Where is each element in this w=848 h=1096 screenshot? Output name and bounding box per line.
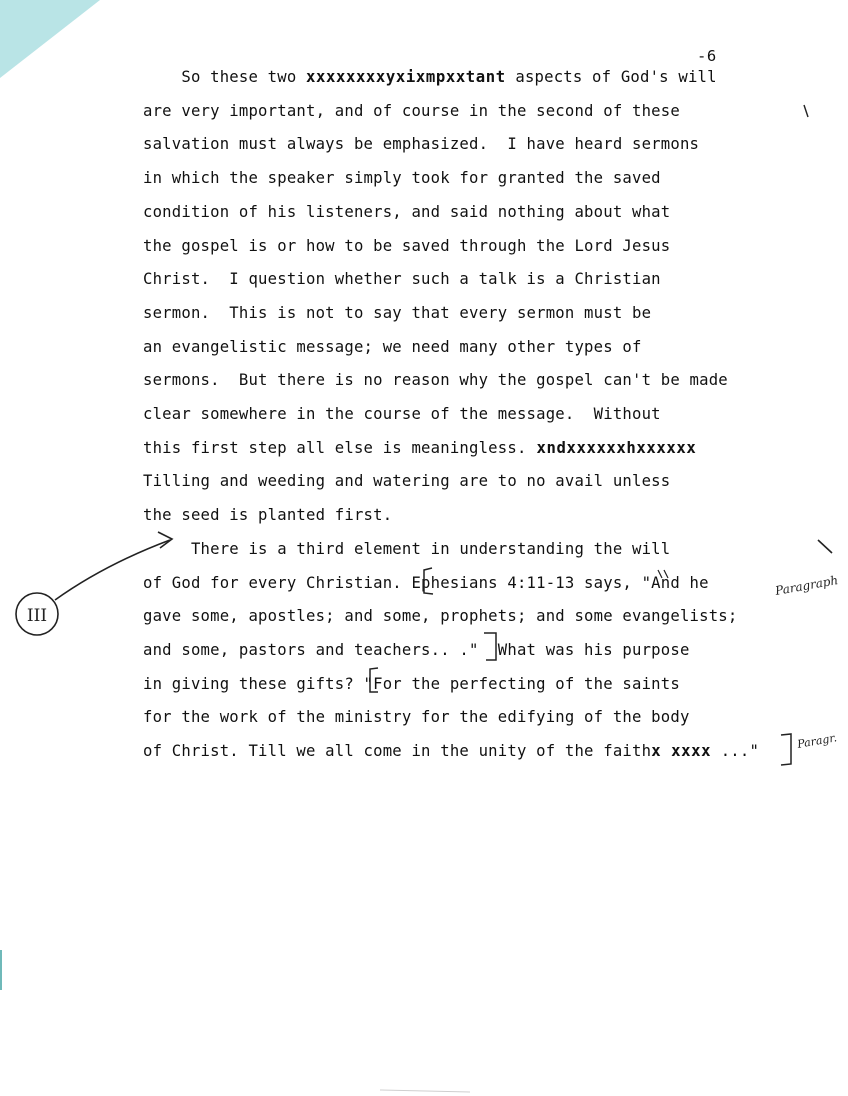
text-line-content: in giving these gifts? "For the perfecting of the saints	[143, 674, 680, 693]
arrow-head-icon	[158, 532, 172, 548]
text-line-content: gave some, apostles; and some, prophets; and some evangelists;	[143, 607, 738, 626]
text-line-content: So these two	[143, 68, 306, 86]
margin-note-paragraph: Paragraph	[774, 573, 840, 598]
text-line-content: clear somewhere in the course of the message. Without	[143, 405, 661, 423]
open-bracket-mark	[424, 568, 433, 594]
open-bracket-mark	[370, 668, 378, 692]
circled-numeral-label: III	[26, 606, 48, 626]
text-line-content: the seed is planted first.	[143, 506, 393, 525]
scan-artifact	[380, 1090, 470, 1092]
text-line-content: the gospel is or how to be saved through the Lord Jesus	[143, 236, 671, 255]
typed-over-text: xxxxxxxxyxixmpxxtant	[306, 68, 506, 86]
text-line-content: salvation must always be emphasized. I have heard sermons	[143, 135, 700, 154]
margin-tick-mark	[818, 540, 832, 553]
text-line-content: and some, pastors and teachers.. ." What was his purpose	[143, 640, 690, 659]
text-line-continuation: aspects of God's will	[505, 68, 717, 86]
margin-tick-mark	[804, 105, 808, 117]
text-line-content: of God for every Christian. Ephesians 4:11-13 says, "And he	[143, 573, 709, 592]
text-line-content: in which the speaker simply took for granted the saved	[143, 169, 661, 188]
text-line-content: sermons. But there is no reason why the gospel can't be made	[143, 371, 728, 390]
text-line-content: Christ. I question whether such a talk is a Christian	[143, 270, 661, 289]
text-line-content: for the work of the ministry for the edifying of the body	[143, 708, 690, 727]
page-number: -6	[697, 47, 717, 65]
handwritten-quote-mark	[658, 570, 668, 578]
text-line-content: There is a third element in understanding the will	[143, 539, 671, 558]
text-line-content: of Christ. Till we all come in the unity of the faith	[143, 742, 652, 760]
close-bracket-mark	[484, 633, 496, 660]
text-line-content: are very important, and of course in the second of these	[143, 101, 680, 120]
text-line-content: an evangelistic message; we need many other types of	[143, 337, 642, 356]
margin-note-paragraph-abbrev: Paragr.	[796, 731, 838, 751]
typed-over-text: x xxxx	[651, 742, 712, 760]
text-line-content: Tilling and weeding and watering are to no avail unless	[143, 472, 671, 491]
typed-over-text: xndxxxxxxhxxxxxx	[526, 438, 697, 457]
text-line-content: sermon. This is not to say that every sermon must be	[143, 303, 652, 322]
text-line-continuation: ..."	[711, 742, 760, 760]
text-line-content: condition of his listeners, and said nothing about what	[143, 202, 671, 221]
text-line-content: this first step all else is meaningless.	[143, 438, 527, 457]
insertion-arrow	[55, 540, 170, 600]
close-bracket-mark	[781, 734, 791, 765]
